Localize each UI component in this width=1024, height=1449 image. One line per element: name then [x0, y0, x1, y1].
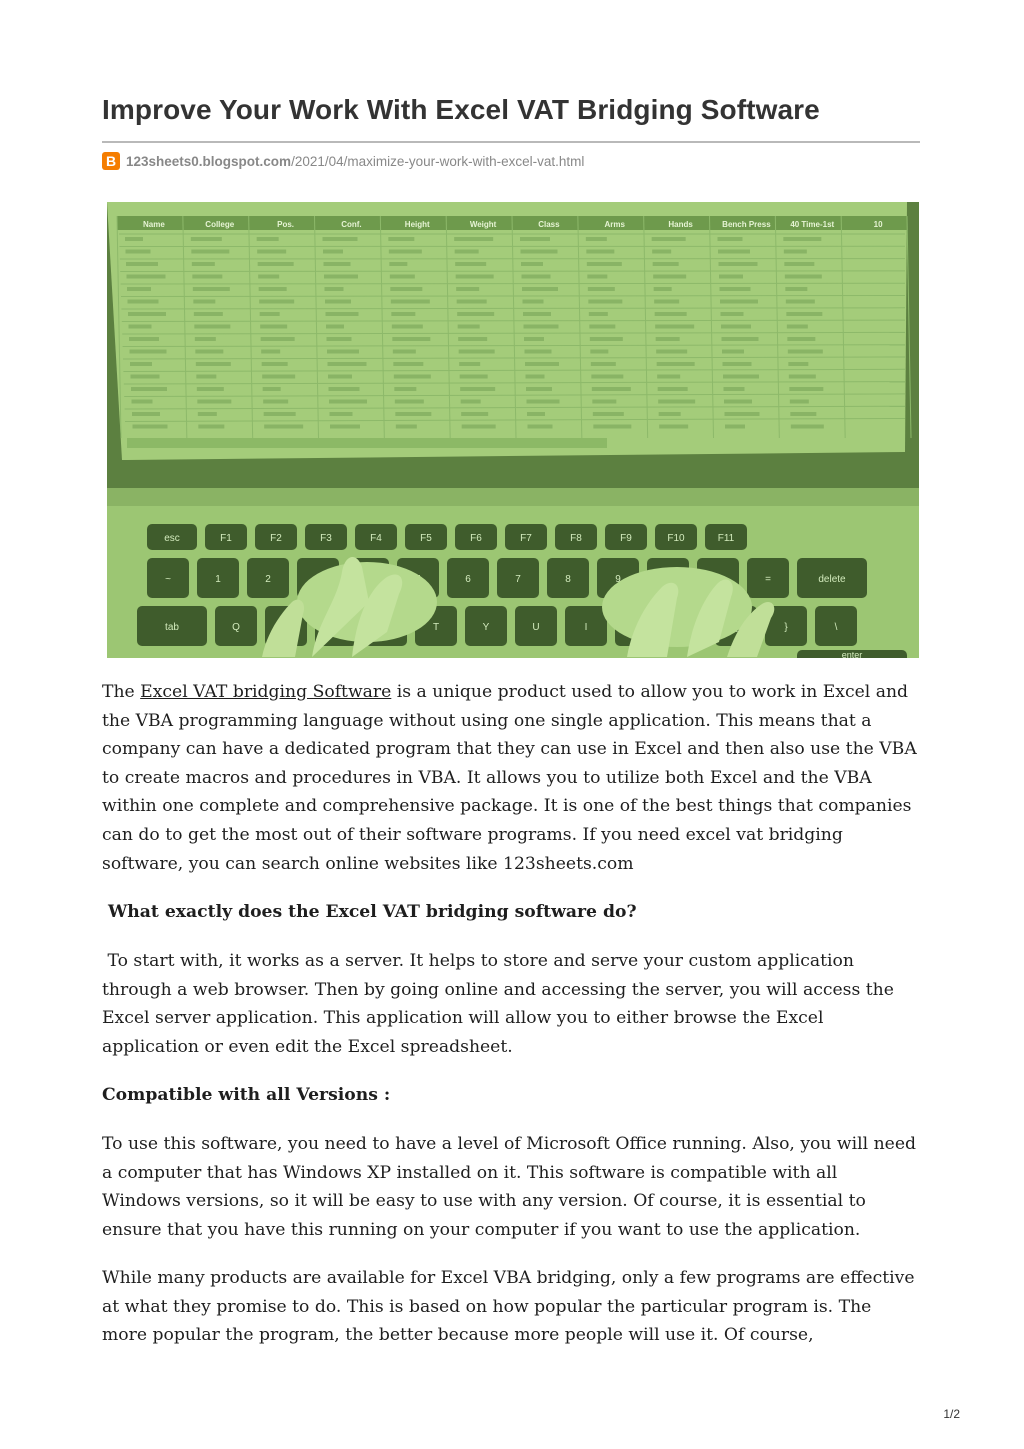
section-heading-what-it-does: What exactly does the Excel VAT bridging software do? [102, 902, 637, 922]
source-domain[interactable]: 123sheets0.blogspot.com [126, 153, 292, 169]
sheet-header-cell: 10 [873, 220, 883, 229]
key-7 [497, 558, 539, 598]
hero-image [107, 202, 919, 658]
sheet-header-cell: 40 Time-1st [790, 220, 835, 229]
sheet-header-cell: Name [143, 220, 165, 229]
key-f11 [705, 524, 747, 550]
article-title: Improve Your Work With Excel VAT Bridging Software [102, 94, 820, 125]
svg-text:F6: F6 [470, 533, 482, 544]
key-f6 [455, 524, 497, 550]
popularity-paragraph: While many products are available for Excel VBA bridging, only a few programs are effective at what they promise to do. This is based on how popular the particular program is. The more popular the program, the better because more people will use it. Of course, [102, 1268, 915, 1346]
sheet-header-cell: Hands [668, 220, 693, 229]
key-f3 [305, 524, 347, 550]
svg-text:\: \ [834, 622, 838, 633]
svg-text:F9: F9 [620, 533, 632, 544]
svg-text:Q: Q [232, 622, 240, 633]
sheet-header-cell: Pos. [277, 220, 295, 229]
key-f2 [255, 524, 297, 550]
svg-text:enter: enter [841, 650, 863, 658]
key-delete [797, 558, 867, 598]
key-8 [547, 558, 589, 598]
svg-text:7: 7 [515, 574, 521, 585]
key-f7 [505, 524, 547, 550]
sheet-header-cell: Conf. [341, 220, 362, 229]
svg-text:esc: esc [164, 533, 180, 544]
intro-paragraph: The Excel VAT bridging Software is a unique product used to allow you to work in Excel and the VBA programming language without using one single application. This means that a company can have a dedicated program that they can use in Excel and then also use the VBA to create macros and procedures in VBA. It allows you to utilize both Excel and the VBA within one complete and comprehensive package. It is one of the best things that companies can do to get the most out of their software programs. If you need excel vat bridging software, you can search online websites like 123sheets.com [102, 682, 917, 874]
title-divider [102, 141, 920, 143]
svg-text:1: 1 [215, 574, 221, 585]
excel-vat-bridging-link[interactable]: Excel VAT bridging Software [140, 682, 392, 702]
key-f5 [405, 524, 447, 550]
key-2 [247, 558, 289, 598]
key-y [465, 606, 507, 646]
key-u [515, 606, 557, 646]
key-6 [447, 558, 489, 598]
key-f1 [205, 524, 247, 550]
key-f8 [555, 524, 597, 550]
key-esc [147, 524, 197, 550]
svg-text:F10: F10 [667, 533, 685, 544]
sheet-header-cell: Weight [469, 220, 497, 229]
key-i [565, 606, 607, 646]
svg-text:Y: Y [482, 622, 490, 633]
svg-text:delete: delete [818, 574, 846, 585]
svg-text:F3: F3 [320, 533, 332, 544]
svg-text:F4: F4 [370, 533, 382, 544]
server-paragraph: To start with, it works as a server. It helps to store and serve your custom application through a web browser. Then by going online and accessing the server, you will access the Excel server application. This application will allow you to either browse the Excel application or even edit the Excel spreadsheet. [102, 951, 900, 1057]
svg-text:I: I [584, 622, 588, 633]
svg-text:9: 9 [615, 574, 621, 585]
key- [147, 558, 189, 598]
key- [815, 606, 857, 646]
key-tab [137, 606, 207, 646]
section-heading-compatibility: Compatible with all Versions : [102, 1085, 391, 1105]
svg-text:~: ~ [165, 574, 171, 585]
svg-text:F5: F5 [420, 533, 432, 544]
svg-text:tab: tab [165, 622, 179, 633]
compatibility-paragraph: To use this software, you need to have a level of Microsoft Office running. Also, you will need a computer that has Windows XP installed on it. This software is compatible with all Windows versions, so it will be easy to use with any version. Of course, it is essential to ensure that you have this running on your computer if you want to use the application. [102, 1134, 917, 1240]
sheet-header-cell: Bench Press [722, 220, 771, 229]
key-f9 [605, 524, 647, 550]
blogger-icon: B [102, 152, 120, 170]
key- [747, 558, 789, 598]
key-q [215, 606, 257, 646]
sheet-header-cell: College [205, 220, 235, 229]
sheet-header-cell: Height [404, 220, 430, 229]
svg-text:U: U [532, 622, 540, 633]
svg-text:F1: F1 [220, 533, 232, 544]
source-path[interactable]: /2021/04/maximize-your-work-with-excel-vat.html [291, 153, 585, 169]
sheet-header-cell: Class [538, 220, 560, 229]
svg-text:}: } [784, 622, 788, 633]
svg-text:=: = [765, 574, 771, 585]
svg-text:F2: F2 [270, 533, 282, 544]
source-line[interactable] [102, 150, 584, 172]
key-f10 [655, 524, 697, 550]
svg-text:T: T [432, 622, 440, 633]
key-1 [197, 558, 239, 598]
svg-text:2: 2 [265, 574, 271, 585]
svg-text:6: 6 [465, 574, 471, 585]
svg-text:F11: F11 [717, 533, 735, 544]
svg-text:8: 8 [565, 574, 571, 585]
sheet-header-cell: Arms [604, 220, 625, 229]
svg-text:F7: F7 [520, 533, 532, 544]
page-number: 1/2 [943, 1407, 960, 1421]
svg-text:F8: F8 [570, 533, 582, 544]
key-f4 [355, 524, 397, 550]
key-enter [797, 650, 907, 658]
